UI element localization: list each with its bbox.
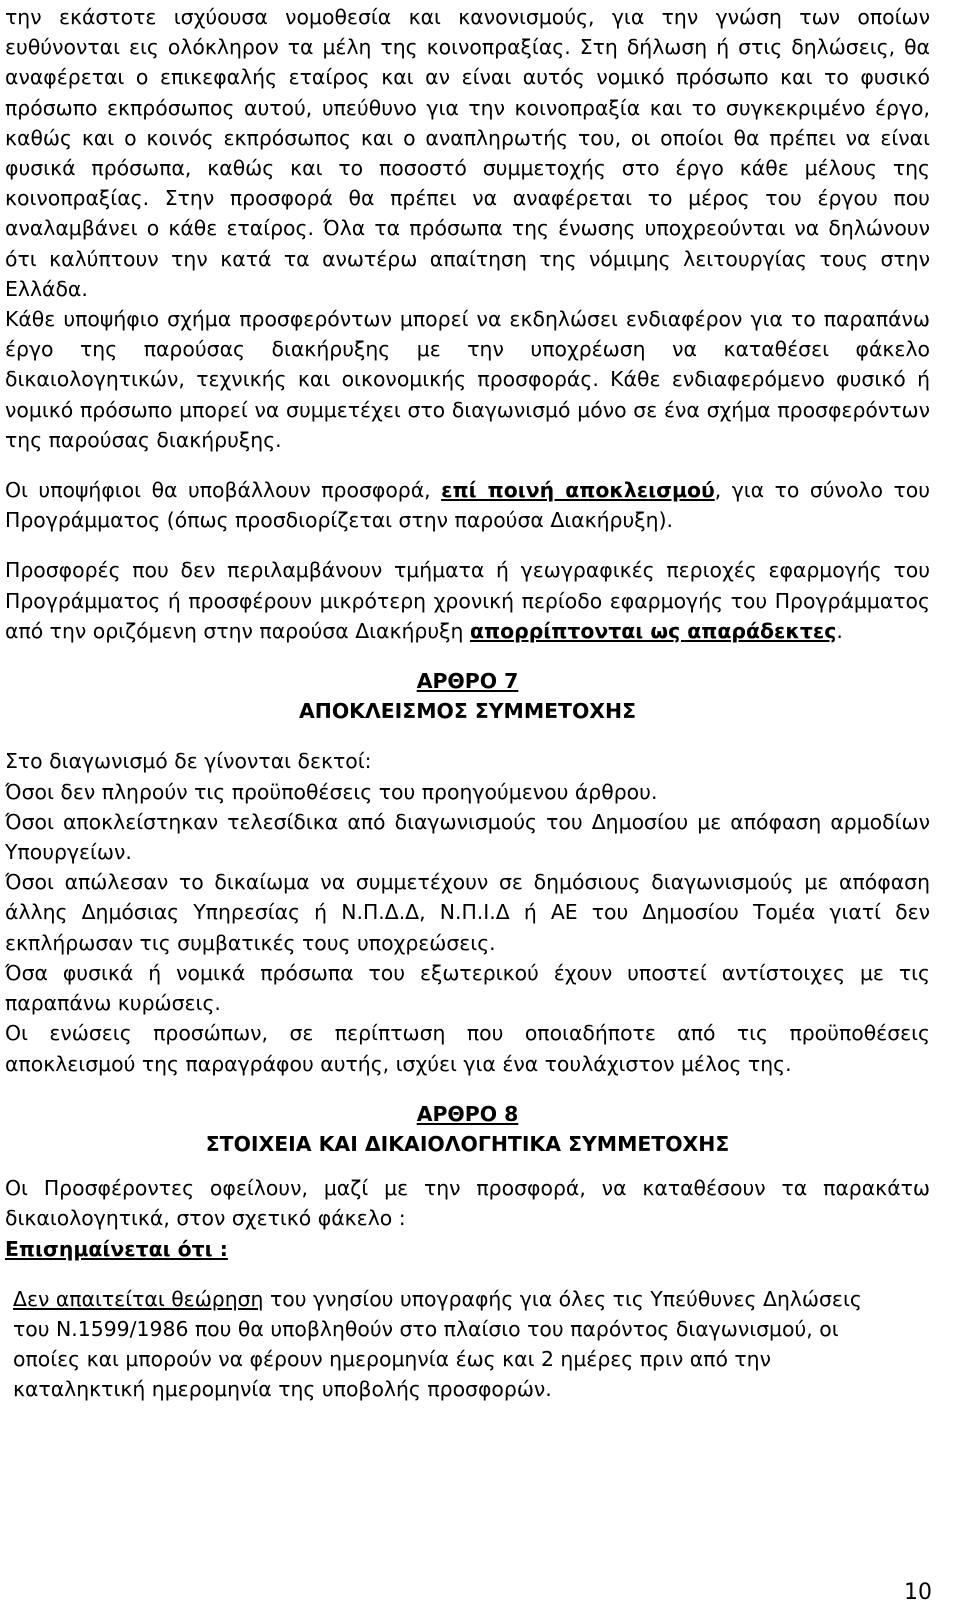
signature-note-emphasis: Δεν απαιτείται θεώρηση — [13, 1286, 264, 1311]
article-7-title: ΑΠΟΚΛΕΙΣΜΟΣ ΣΥΜΜΕΤΟΧΗΣ — [298, 699, 637, 724]
note-label: Επισημαίνεται ότι : — [5, 1236, 228, 1261]
exclusion-item: Όσοι αποκλείστηκαν τελεσίδικα από διαγωνισμούς του Δημοσίου με απόφαση αρμοδίων Υπουργείων. — [5, 809, 930, 865]
exclusion-item: Όσοι δεν πληρούν τις προϋποθέσεις του προηγούμενου άρθρου. — [5, 779, 658, 804]
rejection-paragraph — [5, 555, 930, 646]
submission-text-end: , για το σύνολο του Προγράμματος (όπως προσδιορίζεται στην παρούσα Διακήρυξη). — [5, 478, 930, 533]
exclusion-item: Όσα φυσικά ή νομικά πρόσωπα του εξωτερικού έχουν υποστεί αντίστοιχες με τις παραπάνω κυρώσεις. — [5, 960, 930, 1016]
article-8-intro: Οι Προσφέροντες οφείλουν, μαζί με την προσφορά, να καταθέσουν τα παρακάτω δικαιολογητικά, στον σχετικό φάκελο : — [5, 1176, 930, 1231]
candidates-paragraph: Κάθε υποψήφιο σχήμα προσφερόντων μπορεί να εκδηλώσει ενδιαφέρον για το παραπάνω έργο της παρούσας διακήρυξης με την υποχρέωση να καταθέσει φάκελο δικαιολογητικών, τεχνικής και οικονομικής προσφοράς. Κάθε ενδιαφερόμενο φυσικό ή νομικό πρόσωπο μπορεί να συμμετέχει στο διαγωνισμό μόνο σε ένα σχήμα προσφερόντων της παρούσας διακήρυξης. — [5, 307, 930, 452]
signature-note-text: του γνησίου υπογραφής για όλες τις Υπεύθυνες Δηλώσεις του Ν.1599/1986 που θα υποβληθούν στο πλαίσιο του παρόντος διαγωνισμού, οι οποίες και μπορούν να φέρουν ημερομηνία έως και 2 ημέρες πριν από την καταληκτική ημερομηνία της υποβολής προσφορών. — [13, 1286, 862, 1402]
article-7-body — [5, 746, 930, 1078]
exclusion-intro: Στο διαγωνισμό δε γίνονται δεκτοί: — [5, 749, 372, 774]
exclusion-item: Οι ενώσεις προσώπων, σε περίπτωση που οποιαδήποτε από τις προϋποθέσεις αποκλεισμού της παραγράφου αυτής, ισχύει για ένα τουλάχιστον μέλος της. — [5, 1021, 930, 1076]
rejection-text-start: Προσφορές που δεν περιλαμβάνουν τμήματα ή γεωγραφικές περιοχές εφαρμογής του Προγράμματος ή προσφέρουν μικρότερη χρονική περίοδο εφαρμογής του Προγράμματος από την οριζόμενη στην παρούσα Διακήρυξη — [5, 558, 930, 643]
article-8-number: ΑΡΘΡΟ 8 — [416, 1101, 519, 1126]
article-7-number: ΑΡΘΡΟ 7 — [416, 669, 519, 694]
article-8-title: ΣΤΟΙΧΕΙΑ ΚΑΙ ΔΙΚΑΙΟΛΟΓΗΤΙΚΑ ΣΥΜΜΕΤΟΧΗΣ — [205, 1131, 730, 1156]
exclusion-penalty-emphasis: επί ποινή αποκλεισμού — [441, 478, 715, 503]
document-page — [5, 2, 930, 1405]
rejection-text-end: . — [836, 618, 843, 643]
submission-text-start: Οι υποψήφιοι θα υποβάλλουν προσφορά, — [5, 478, 442, 503]
page-number: 10 — [904, 1580, 932, 1605]
signature-note-paragraph — [5, 1284, 930, 1405]
consortium-paragraph: την εκάστοτε ισχύουσα νομοθεσία και κανονισμούς, για την γνώση των οποίων ευθύνονται εις ολόκληρον τα μέλη της κοινοπραξίας. Στη δήλωση ή στις δηλώσεις, θα αναφέρεται ο επικεφαλής εταίρος και αν είναι αυτός νομικό πρόσωπο και το φυσικό πρόσωπο εκπρόσωπος αυτού, υπεύθυνο για την κοινοπραξία και το συγκεκριμένο έργο, καθώς και ο κοινός εκπρόσωπος και ο αναπληρωτής του, οι οποίοι θα πρέπει να είναι φυσικά πρόσωπα, καθώς και το ποσοστό συμμετοχής στο έργο κάθε μέλους της κοινοπραξίας. Στην προσφορά θα πρέπει να αναφέρεται το μέρος του έργου που αναλαμβάνει ο κάθε εταίρος. Όλα τα πρόσωπα της ένωσης υποχρεούνται να δηλώνουν ότι καλύπτουν την κατά τα ανωτέρω απαίτηση της νόμιμης λειτουργίας τους στην Ελλάδα. — [5, 5, 930, 301]
rejection-emphasis: απορρίπτονται ως απαράδεκτες — [469, 618, 837, 643]
submission-paragraph — [5, 475, 930, 535]
exclusion-item: Όσοι απώλεσαν το δικαίωμα να συμμετέχουν σε δημόσιους διαγωνισμούς με απόφαση άλλης Δημόσιας Υπηρεσίας ή Ν.Π.Δ.Δ, Ν.Π.Ι.Δ ή ΑΕ του Δημοσίου Τομέα γιατί δεν εκπλήρωσαν τις συμβατικές τους υποχρεώσεις. — [5, 870, 930, 955]
